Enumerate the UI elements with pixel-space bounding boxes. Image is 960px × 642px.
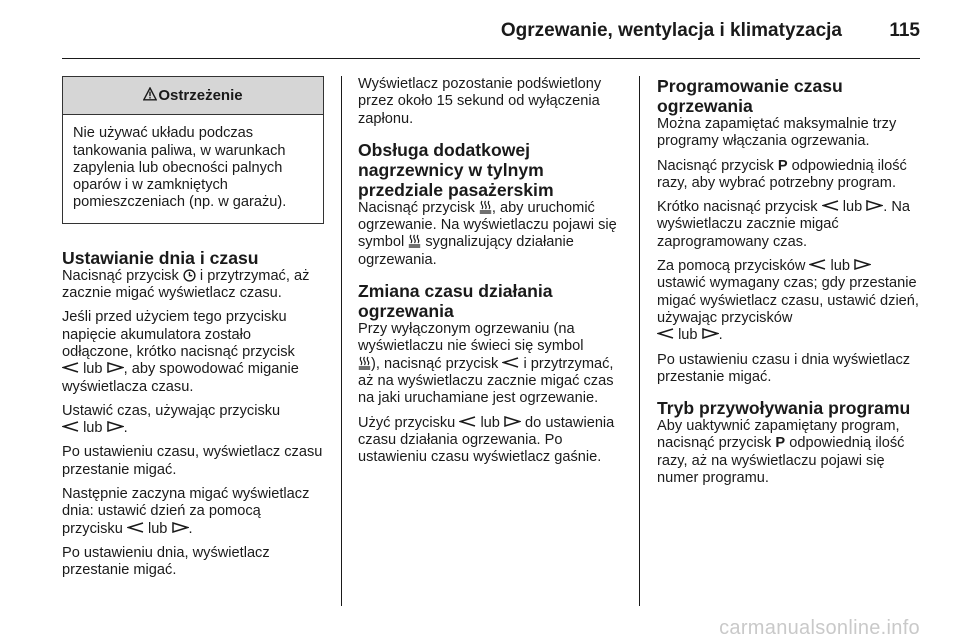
paragraph: Po ustawieniu czasu i dnia wyświetlacz przestanie migać. [657, 351, 911, 385]
watermark: carmanualsonline.info [719, 617, 920, 639]
left-arrow-icon [502, 357, 519, 368]
right-arrow-icon [504, 416, 521, 427]
column-2 [358, 76, 622, 473]
left-arrow-icon [822, 200, 839, 211]
right-arrow-icon [107, 421, 124, 432]
warning-header [63, 77, 323, 115]
paragraph: Po ustawieniu dnia, wyświetlacz przestanie migać. [62, 544, 270, 579]
paragraph: Nacisnąć przycisk P odpowiednią ilość razy, aby wybrać potrzebny program. [657, 157, 907, 191]
heading-set-day-time: Ustawianie dnia i czasu [62, 247, 259, 268]
paragraph: Po ustawieniu czasu, wyświetlacz czasu przestanie migać. [62, 444, 323, 478]
paragraph: Użyć przycisku lub do ustawienia czasu działania ogrzewania. Po ustawieniu czasu wyświetlacz gaśnie. [358, 414, 615, 466]
column-3 [657, 76, 923, 494]
heater-icon [358, 356, 371, 370]
paragraph: Przy wyłączonym ogrzewaniu (na wyświetlaczu nie świeci się symbol ), nacisnąć przycisk i przytrzymać, aż na wyświetlaczu zacznie migać czas na jaki uruchamiane jest ogrzewanie. [358, 321, 614, 407]
left-arrow-icon [62, 362, 79, 373]
right-arrow-icon [172, 522, 189, 533]
page-header [0, 0, 960, 62]
right-arrow-icon [107, 362, 124, 373]
paragraph: Krótko nacisnąć przycisk lub . Na wyświetlaczu zacznie migać zaprogramowany czas. [657, 199, 911, 250]
paragraph: Ustawić czas, używając przycisku lub . [62, 402, 281, 437]
left-arrow-icon [127, 522, 144, 533]
key-p: P [775, 435, 786, 452]
paragraph: Następnie zaczyna migać wyświetlacz dnia: ustawić dzień za pomocą przycisku lub . [62, 486, 310, 537]
right-arrow-icon [866, 200, 883, 211]
left-arrow-icon [62, 421, 79, 432]
warning-triangle-icon [143, 87, 157, 101]
paragraph: Za pomocą przycisków lub ustawić wymagany czas; gdy przestanie migać wyświetlacz czasu, ustawić dzień, używając przycisków lub . [657, 258, 919, 344]
heater-icon [479, 200, 492, 214]
left-arrow-icon [657, 328, 674, 339]
warning-box [62, 76, 324, 224]
clock-icon [183, 269, 196, 282]
column-divider-1 [341, 76, 342, 606]
warning-title: Ostrzeżenie [158, 87, 243, 104]
page-number: 115 [889, 20, 920, 41]
paragraph: Wyświetlacz pozostanie podświetlony przez około 15 sekund od wyłączenia zapłonu. [358, 76, 602, 127]
right-arrow-icon [702, 328, 719, 339]
left-arrow-icon [459, 416, 476, 427]
heading-rear-heater: Obsługa dodatkowej nagrzewnicy w tylnym przedziale pasażerskim [358, 139, 554, 200]
right-arrow-icon [854, 259, 871, 270]
paragraph: Aby uaktywnić zapamiętany program, nacisnąć przycisk P odpowiednią ilość razy, aż na wyświetlaczu pojawi się numer programu. [657, 418, 905, 487]
paragraph: Nacisnąć przycisk , aby uruchomić ogrzewanie. Na wyświetlaczu pojawi się symbol sygnalizujący działanie ogrzewania. [358, 199, 617, 268]
column-1 [62, 76, 324, 587]
heater-icon [408, 234, 421, 248]
paragraph: Nacisnąć przycisk i przytrzymać, aż zacznie migać wyświetlacz czasu. [62, 267, 310, 302]
heading-programming: Programowanie czasu ogrzewania [657, 76, 843, 116]
warning-text: Nie używać układu podczas tankowania paliwa, w warunkach zapylenia lub obecności palnych oparów i w zamkniętych pomieszczeniach (np. w garażu). [73, 125, 287, 211]
column-divider-2 [639, 76, 640, 606]
heading-program-recall: Tryb przywoływania programu [657, 398, 911, 419]
left-arrow-icon [809, 259, 826, 270]
header-divider [62, 58, 920, 59]
key-p: P [777, 157, 788, 174]
heading-change-time: Zmiana czasu działania ogrzewania [358, 281, 553, 322]
paragraph: Jeśli przed użyciem tego przycisku napięcie akumulatora zostało odłączone, krótko nacisnąć przycisk lub , aby spowodować miganie wyświetlacza czasu. [62, 309, 299, 395]
header-title: Ogrzewanie, wentylacja i klimatyzacja [500, 20, 842, 41]
paragraph: Można zapamiętać maksymalnie trzy programy włączania ogrzewania. [657, 116, 897, 150]
